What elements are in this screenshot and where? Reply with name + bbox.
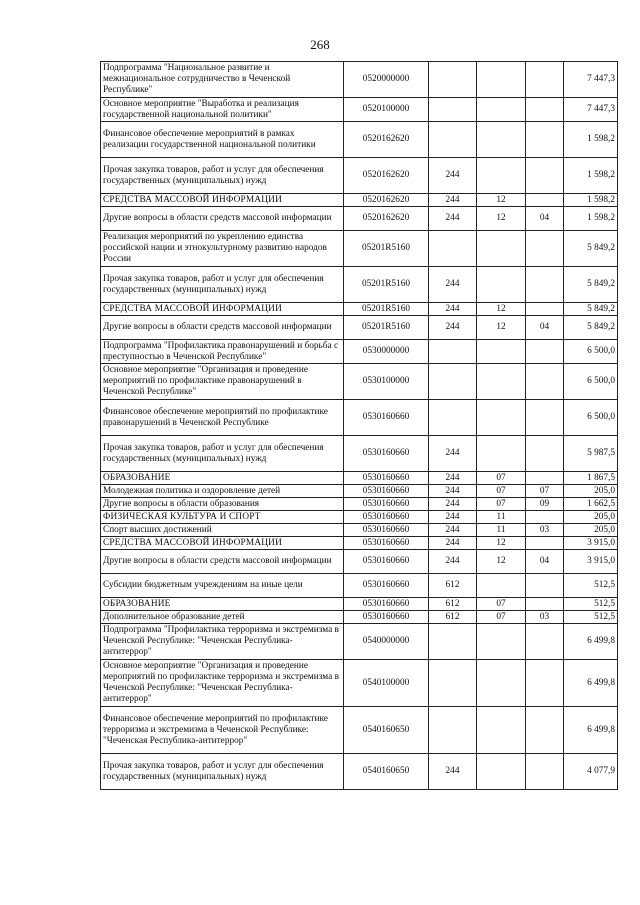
- row-name: Субсидии бюджетным учреждениям на иные цели: [101, 574, 344, 598]
- row-section: [477, 122, 526, 158]
- table-row: [101, 194, 618, 207]
- row-expense-type: [429, 340, 477, 364]
- row-section: [477, 400, 526, 436]
- row-code: 0520162620: [344, 194, 429, 207]
- row-expense-type: 612: [429, 574, 477, 598]
- row-sum: 6 499,8: [564, 707, 618, 754]
- row-subsection: 04: [526, 207, 564, 231]
- row-sum: 5 849,2: [564, 316, 618, 340]
- page-number: 268: [310, 37, 330, 52]
- row-section: [477, 267, 526, 303]
- row-expense-type: 244: [429, 316, 477, 340]
- row-section: 12: [477, 303, 526, 316]
- row-code: 0530160660: [344, 485, 429, 498]
- row-expense-type: [429, 62, 477, 98]
- row-sum: 6 500,0: [564, 400, 618, 436]
- row-section: [477, 624, 526, 660]
- row-sum: 1 867,5: [564, 472, 618, 485]
- row-name: Основное мероприятие "Выработка и реализация государственной национальной политики": [101, 98, 344, 122]
- row-section: 07: [477, 472, 526, 485]
- row-expense-type: [429, 122, 477, 158]
- row-subsection: 07: [526, 485, 564, 498]
- row-sum: 6 500,0: [564, 340, 618, 364]
- row-expense-type: 244: [429, 754, 477, 790]
- row-sum: 7 447,3: [564, 62, 618, 98]
- row-sum: 205,0: [564, 511, 618, 524]
- row-subsection: [526, 62, 564, 98]
- table-row: [101, 122, 618, 158]
- row-sum: 3 915,0: [564, 537, 618, 550]
- row-name: Другие вопросы в области средств массовой информации: [101, 550, 344, 574]
- row-subsection: [526, 98, 564, 122]
- row-expense-type: [429, 707, 477, 754]
- row-section: [477, 436, 526, 472]
- row-name: Финансовое обеспечение мероприятий в рамках реализации государственной национальной политики: [101, 122, 344, 158]
- row-code: 05201R5160: [344, 316, 429, 340]
- row-expense-type: 244: [429, 511, 477, 524]
- row-name: Прочая закупка товаров, работ и услуг для обеспечения государственных (муниципальных) нужд: [101, 158, 344, 194]
- row-subsection: 04: [526, 316, 564, 340]
- row-name: Молодежная политика и оздоровление детей: [101, 485, 344, 498]
- row-sum: 1 598,2: [564, 122, 618, 158]
- table-row: [101, 498, 618, 511]
- row-code: 0530160660: [344, 472, 429, 485]
- row-section: 07: [477, 611, 526, 624]
- row-code: 0540160650: [344, 754, 429, 790]
- row-code: 0530160660: [344, 611, 429, 624]
- row-expense-type: 244: [429, 498, 477, 511]
- row-code: 05201R5160: [344, 231, 429, 267]
- table-row: [101, 754, 618, 790]
- row-code: 0530100000: [344, 364, 429, 400]
- row-section: 11: [477, 524, 526, 537]
- row-subsection: [526, 624, 564, 660]
- row-section: [477, 231, 526, 267]
- row-name: ОБРАЗОВАНИЕ: [101, 472, 344, 485]
- table-row: [101, 436, 618, 472]
- row-section: [477, 158, 526, 194]
- row-subsection: [526, 472, 564, 485]
- table-row: [101, 611, 618, 624]
- row-section: 12: [477, 316, 526, 340]
- row-section: [477, 62, 526, 98]
- row-subsection: [526, 340, 564, 364]
- row-section: 12: [477, 550, 526, 574]
- row-expense-type: 244: [429, 436, 477, 472]
- row-section: [477, 364, 526, 400]
- row-subsection: [526, 194, 564, 207]
- row-name: Другие вопросы в области средств массовой информации: [101, 207, 344, 231]
- row-name: Финансовое обеспечение мероприятий по профилактике правонарушений в Чеченской Республике: [101, 400, 344, 436]
- row-subsection: [526, 122, 564, 158]
- row-name: Финансовое обеспечение мероприятий по профилактике терроризма и экстремизма в Чеченской Республике: "Чеченская Республика-антитеррор": [101, 707, 344, 754]
- row-section: 12: [477, 537, 526, 550]
- row-code: 0530160660: [344, 574, 429, 598]
- row-expense-type: 244: [429, 550, 477, 574]
- row-sum: 1 598,2: [564, 194, 618, 207]
- table-row: [101, 267, 618, 303]
- row-section: 07: [477, 485, 526, 498]
- row-sum: 5 849,2: [564, 267, 618, 303]
- row-subsection: [526, 364, 564, 400]
- row-subsection: [526, 574, 564, 598]
- row-name: СРЕДСТВА МАССОВОЙ ИНФОРМАЦИИ: [101, 194, 344, 207]
- row-subsection: 09: [526, 498, 564, 511]
- row-expense-type: 244: [429, 207, 477, 231]
- row-subsection: [526, 267, 564, 303]
- row-code: 0530160660: [344, 550, 429, 574]
- row-code: 0520162620: [344, 158, 429, 194]
- row-code: 0530160660: [344, 498, 429, 511]
- row-code: 0530000000: [344, 340, 429, 364]
- table-row: [101, 472, 618, 485]
- row-code: 0530160660: [344, 537, 429, 550]
- row-code: 05201R5160: [344, 303, 429, 316]
- row-sum: 3 915,0: [564, 550, 618, 574]
- row-sum: 6 499,8: [564, 624, 618, 660]
- row-name: Подпрограмма "Национальное развитие и межнациональное сотрудничество в Чеченской Республике": [101, 62, 344, 98]
- row-sum: 205,0: [564, 485, 618, 498]
- table-row: [101, 624, 618, 660]
- row-name: Прочая закупка товаров, работ и услуг для обеспечения государственных (муниципальных) нужд: [101, 754, 344, 790]
- row-expense-type: 244: [429, 472, 477, 485]
- table-row: [101, 158, 618, 194]
- row-section: [477, 660, 526, 707]
- row-code: 0530160660: [344, 511, 429, 524]
- row-sum: 205,0: [564, 524, 618, 537]
- row-code: 05201R5160: [344, 267, 429, 303]
- row-code: 0520162620: [344, 207, 429, 231]
- row-code: 0530160660: [344, 400, 429, 436]
- row-expense-type: [429, 660, 477, 707]
- row-subsection: 03: [526, 611, 564, 624]
- row-name: ФИЗИЧЕСКАЯ КУЛЬТУРА И СПОРТ: [101, 511, 344, 524]
- row-name: Дополнительное образование детей: [101, 611, 344, 624]
- table-row: [101, 98, 618, 122]
- budget-table: [100, 61, 618, 790]
- row-sum: 5 849,2: [564, 231, 618, 267]
- row-subsection: [526, 598, 564, 611]
- row-name: Подпрограмма "Профилактика терроризма и экстремизма в Чеченской Республике: "Чеченская Республика-антитеррор": [101, 624, 344, 660]
- table-row: [101, 303, 618, 316]
- row-name: ОБРАЗОВАНИЕ: [101, 598, 344, 611]
- row-sum: 1 598,2: [564, 158, 618, 194]
- row-code: 0540160650: [344, 707, 429, 754]
- row-sum: 512,5: [564, 598, 618, 611]
- row-name: Другие вопросы в области средств массовой информации: [101, 316, 344, 340]
- table-row: [101, 62, 618, 98]
- table-row: [101, 207, 618, 231]
- table-row: [101, 400, 618, 436]
- row-subsection: 04: [526, 550, 564, 574]
- table-row: [101, 524, 618, 537]
- row-expense-type: 244: [429, 267, 477, 303]
- table-row: [101, 231, 618, 267]
- row-sum: 6 499,8: [564, 660, 618, 707]
- row-section: 07: [477, 598, 526, 611]
- row-code: 0540000000: [344, 624, 429, 660]
- table-row: [101, 574, 618, 598]
- row-code: 0520162620: [344, 122, 429, 158]
- row-expense-type: 612: [429, 611, 477, 624]
- row-sum: 5 987,5: [564, 436, 618, 472]
- row-name: Спорт высших достижений: [101, 524, 344, 537]
- row-section: 12: [477, 207, 526, 231]
- row-code: 0530160660: [344, 598, 429, 611]
- row-name: Другие вопросы в области образования: [101, 498, 344, 511]
- row-name: Прочая закупка товаров, работ и услуг для обеспечения государственных (муниципальных) нужд: [101, 436, 344, 472]
- row-section: 07: [477, 498, 526, 511]
- row-expense-type: 612: [429, 598, 477, 611]
- row-code: 0520000000: [344, 62, 429, 98]
- row-name: Прочая закупка товаров, работ и услуг для обеспечения государственных (муниципальных) нужд: [101, 267, 344, 303]
- table-row: [101, 485, 618, 498]
- row-section: [477, 754, 526, 790]
- row-name: СРЕДСТВА МАССОВОЙ ИНФОРМАЦИИ: [101, 537, 344, 550]
- row-subsection: [526, 754, 564, 790]
- row-name: СРЕДСТВА МАССОВОЙ ИНФОРМАЦИИ: [101, 303, 344, 316]
- row-expense-type: 244: [429, 485, 477, 498]
- row-code: 0530160660: [344, 436, 429, 472]
- row-subsection: [526, 231, 564, 267]
- table-row: [101, 598, 618, 611]
- row-section: 11: [477, 511, 526, 524]
- row-sum: 512,5: [564, 611, 618, 624]
- row-expense-type: 244: [429, 158, 477, 194]
- row-expense-type: [429, 98, 477, 122]
- row-subsection: [526, 303, 564, 316]
- row-sum: 6 500,0: [564, 364, 618, 400]
- row-expense-type: 244: [429, 537, 477, 550]
- row-subsection: [526, 537, 564, 550]
- row-section: 12: [477, 194, 526, 207]
- row-sum: 7 447,3: [564, 98, 618, 122]
- row-subsection: [526, 436, 564, 472]
- table-row: [101, 537, 618, 550]
- row-expense-type: 244: [429, 194, 477, 207]
- row-name: Основное мероприятие "Организация и проведение мероприятий по профилактике правонарушений в Чеченской Республике": [101, 364, 344, 400]
- row-sum: 5 849,2: [564, 303, 618, 316]
- row-sum: 512,5: [564, 574, 618, 598]
- row-code: 0520100000: [344, 98, 429, 122]
- row-section: [477, 574, 526, 598]
- table-row: [101, 550, 618, 574]
- table-row: [101, 707, 618, 754]
- row-sum: 1 662,5: [564, 498, 618, 511]
- row-section: [477, 98, 526, 122]
- row-subsection: [526, 400, 564, 436]
- row-expense-type: [429, 624, 477, 660]
- table-row: [101, 660, 618, 707]
- row-code: 0530160660: [344, 524, 429, 537]
- row-subsection: [526, 660, 564, 707]
- row-expense-type: [429, 231, 477, 267]
- table-row: [101, 340, 618, 364]
- row-section: [477, 340, 526, 364]
- row-sum: 4 077,9: [564, 754, 618, 790]
- row-subsection: 03: [526, 524, 564, 537]
- row-name: Реализация мероприятий по укреплению единства российской нации и этнокультурному развитию народов России: [101, 231, 344, 267]
- row-sum: 1 598,2: [564, 207, 618, 231]
- table-row: [101, 364, 618, 400]
- row-subsection: [526, 511, 564, 524]
- row-subsection: [526, 158, 564, 194]
- row-expense-type: 244: [429, 524, 477, 537]
- row-expense-type: [429, 400, 477, 436]
- row-expense-type: [429, 364, 477, 400]
- table-row: [101, 316, 618, 340]
- row-subsection: [526, 707, 564, 754]
- table-row: [101, 511, 618, 524]
- row-code: 0540100000: [344, 660, 429, 707]
- row-section: [477, 707, 526, 754]
- row-name: Подпрограмма "Профилактика правонарушений и борьба с преступностью в Чеченской Республике": [101, 340, 344, 364]
- row-expense-type: 244: [429, 303, 477, 316]
- row-name: Основное мероприятие "Организация и проведение мероприятий по профилактике терроризма и экстремизма в Чеченской Республике: "Чеченская Республика-антитеррор": [101, 660, 344, 707]
